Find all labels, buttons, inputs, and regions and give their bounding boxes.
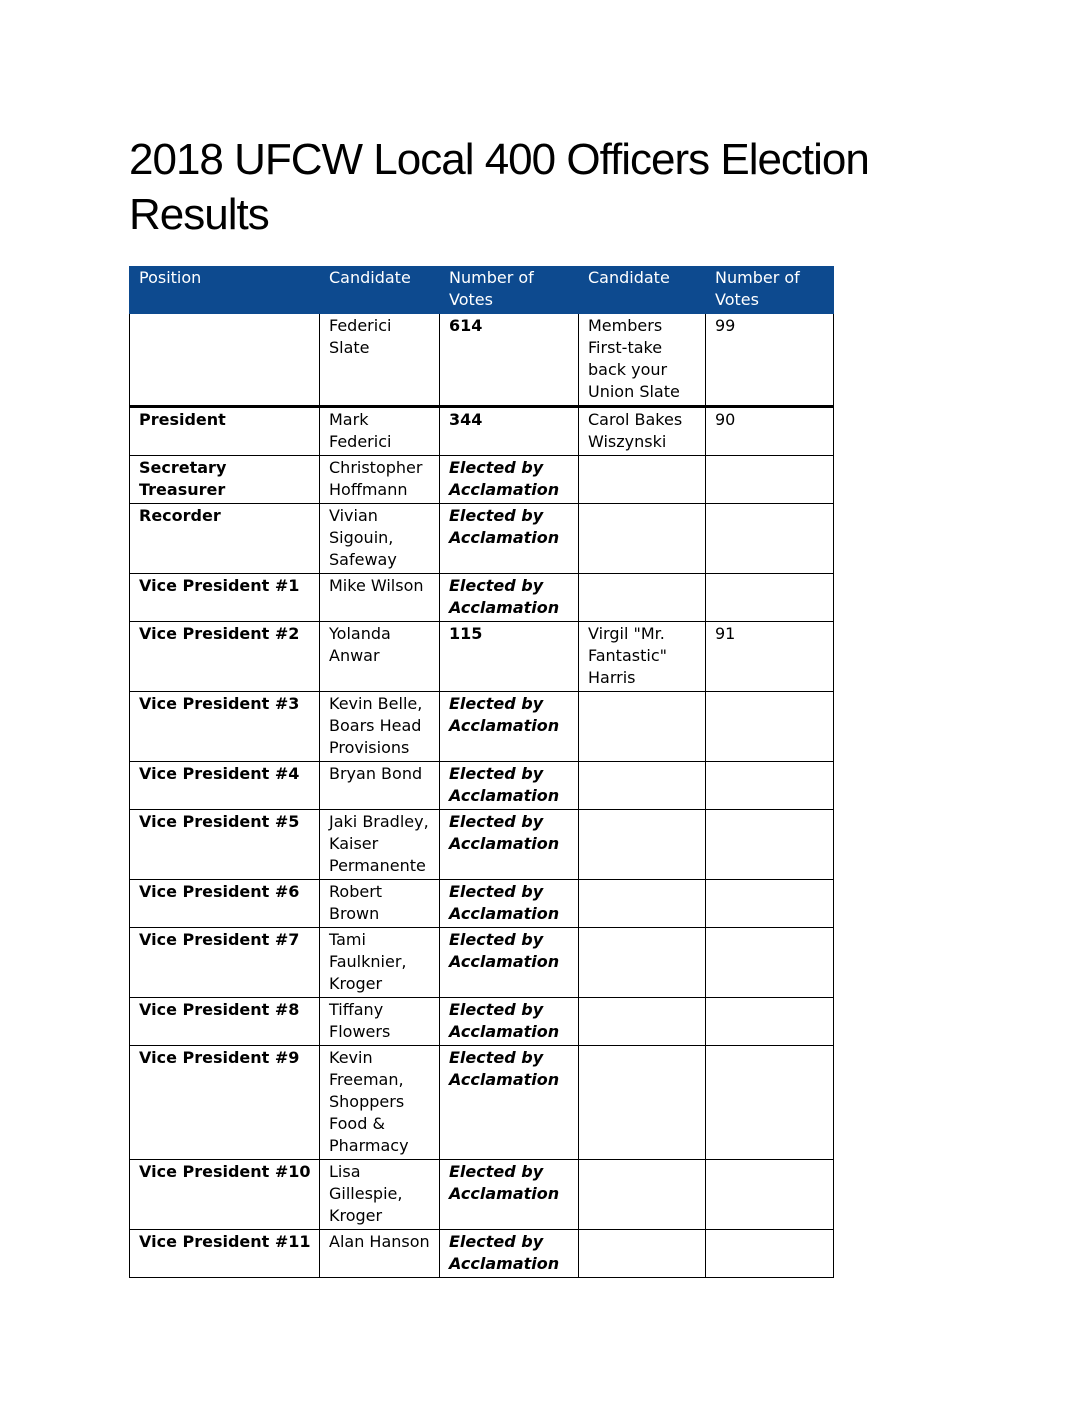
candidate-1-cell [320,407,440,456]
candidate-1-text: Mike Wilson [329,576,424,595]
table-row [130,692,834,762]
candidate-1-cell [320,810,440,880]
position-cell [130,1230,320,1278]
votes-1-text: Elected by Acclamation [449,1162,560,1203]
document-title: 2018 UFCW Local 400 Officers Election Results [129,135,869,239]
candidate-1-cell [320,314,440,407]
candidate-1-cell [320,998,440,1046]
candidate-2-text: Carol Bakes Wiszynski [588,410,683,451]
position-cell [130,762,320,810]
votes-1-text: Elected by Acclamation [449,1000,560,1041]
candidate-2-cell [579,692,706,762]
votes-2-cell [706,880,834,928]
candidate-1-cell [320,880,440,928]
candidate-2-cell [579,504,706,574]
table-row [130,407,834,456]
candidate-1-text: Vivian Sigouin, Safeway [329,506,397,569]
header-candidate-1: Candidate [320,267,440,314]
table-row [130,622,834,692]
candidate-1-cell [320,1230,440,1278]
votes-2-cell [706,762,834,810]
votes-1-text: 614 [449,316,483,335]
votes-1-text: Elected by Acclamation [449,1232,560,1273]
candidate-2-cell [579,574,706,622]
candidate-1-cell [320,928,440,998]
votes-1-cell [440,504,579,574]
position-text: Vice President #8 [139,1000,300,1019]
votes-1-cell [440,1046,579,1160]
votes-1-cell [440,574,579,622]
votes-1-cell [440,622,579,692]
table-header-row [130,267,834,314]
candidate-2-cell [579,622,706,692]
votes-2-text: 91 [715,624,736,643]
votes-2-cell [706,810,834,880]
votes-1-cell [440,407,579,456]
table-row [130,574,834,622]
votes-2-cell [706,314,834,407]
candidate-1-text: Bryan Bond [329,764,423,783]
candidate-1-text: Alan Hanson [329,1232,430,1251]
votes-2-cell [706,1046,834,1160]
candidate-2-cell [579,928,706,998]
candidate-2-cell [579,407,706,456]
position-cell [130,1160,320,1230]
header-position: Position [130,267,320,314]
votes-1-text: Elected by Acclamation [449,576,560,617]
position-text: Secretary Treasurer [139,458,227,499]
votes-2-cell [706,456,834,504]
table-row [130,762,834,810]
votes-1-text: Elected by Acclamation [449,1048,560,1089]
position-text: Vice President #9 [139,1048,300,1067]
table-row [130,1160,834,1230]
votes-2-cell [706,1230,834,1278]
position-text: Vice President #10 [139,1162,311,1181]
position-text: Vice President #4 [139,764,300,783]
candidate-2-text: Members First-take back your Union Slate [588,316,680,401]
candidate-2-cell [579,1230,706,1278]
candidate-1-cell [320,1046,440,1160]
position-text: Vice President #5 [139,812,300,831]
table-row [130,928,834,998]
votes-1-cell [440,692,579,762]
table-body [130,314,834,1278]
candidate-2-cell [579,456,706,504]
position-cell [130,456,320,504]
votes-1-cell [440,314,579,407]
candidate-1-text: Mark Federici [329,410,392,451]
table-row [130,880,834,928]
table-row [130,504,834,574]
candidate-1-cell [320,622,440,692]
votes-2-text: 99 [715,316,736,335]
votes-2-cell [706,574,834,622]
candidate-1-text: Robert Brown [329,882,383,923]
candidate-1-text: Yolanda Anwar [329,624,391,665]
candidate-2-cell [579,880,706,928]
position-cell [130,407,320,456]
candidate-2-cell [579,762,706,810]
position-text: Recorder [139,506,221,525]
position-cell [130,998,320,1046]
position-text: Vice President #11 [139,1232,311,1251]
candidate-1-cell [320,1160,440,1230]
position-text: Vice President #1 [139,576,300,595]
candidate-1-text: Federici Slate [329,316,392,357]
position-text: Vice President #2 [139,624,300,643]
votes-2-cell [706,998,834,1046]
candidate-2-text: Virgil "Mr. Fantastic" Harris [588,624,667,687]
position-cell [130,622,320,692]
table-row [130,1046,834,1160]
election-results-table [129,266,834,1278]
candidate-1-text: Lisa Gillespie, Kroger [329,1162,403,1225]
votes-1-text: Elected by Acclamation [449,764,560,805]
position-cell [130,1046,320,1160]
votes-1-cell [440,1160,579,1230]
position-cell [130,504,320,574]
votes-2-text: 90 [715,410,736,429]
table-row [130,456,834,504]
position-text: Vice President #6 [139,882,300,901]
votes-1-text: Elected by Acclamation [449,458,560,499]
candidate-1-text: Kevin Belle, Boars Head Provisions [329,694,423,757]
candidate-1-cell [320,504,440,574]
header-votes-2: Number of Votes [706,267,834,314]
votes-1-cell [440,880,579,928]
position-cell [130,928,320,998]
position-cell [130,314,320,407]
votes-1-cell [440,998,579,1046]
votes-1-cell [440,456,579,504]
candidate-2-cell [579,1160,706,1230]
votes-2-cell [706,928,834,998]
votes-2-cell [706,407,834,456]
table-row [130,1230,834,1278]
candidate-1-text: Kevin Freeman, Shoppers Food & Pharmacy [329,1048,409,1155]
votes-2-cell [706,622,834,692]
candidate-1-text: Tiffany Flowers [329,1000,391,1041]
votes-1-text: Elected by Acclamation [449,506,560,547]
candidate-1-cell [320,692,440,762]
position-cell [130,692,320,762]
votes-1-text: Elected by Acclamation [449,694,560,735]
votes-1-cell [440,1230,579,1278]
position-cell [130,810,320,880]
table-row [130,314,834,407]
candidate-1-cell [320,574,440,622]
candidate-2-cell [579,998,706,1046]
position-cell [130,880,320,928]
table-row [130,810,834,880]
position-cell [130,574,320,622]
votes-1-text: 115 [449,624,483,643]
header-candidate-2: Candidate [579,267,706,314]
candidate-1-text: Jaki Bradley, Kaiser Permanente [329,812,429,875]
candidate-1-cell [320,762,440,810]
votes-1-text: Elected by Acclamation [449,812,560,853]
table-row [130,998,834,1046]
candidate-1-text: Tami Faulknier, Kroger [329,930,407,993]
votes-1-text: 344 [449,410,483,429]
votes-2-cell [706,692,834,762]
votes-1-text: Elected by Acclamation [449,882,560,923]
votes-1-text: Elected by Acclamation [449,930,560,971]
candidate-2-cell [579,1046,706,1160]
position-text: President [139,410,226,429]
votes-2-cell [706,1160,834,1230]
candidate-2-cell [579,810,706,880]
position-text: Vice President #3 [139,694,300,713]
position-text: Vice President #7 [139,930,300,949]
candidate-1-cell [320,456,440,504]
candidate-2-cell [579,314,706,407]
votes-1-cell [440,928,579,998]
candidate-1-text: Christopher Hoffmann [329,458,423,499]
header-votes-1: Number of Votes [440,267,579,314]
votes-1-cell [440,762,579,810]
votes-1-cell [440,810,579,880]
votes-2-cell [706,504,834,574]
